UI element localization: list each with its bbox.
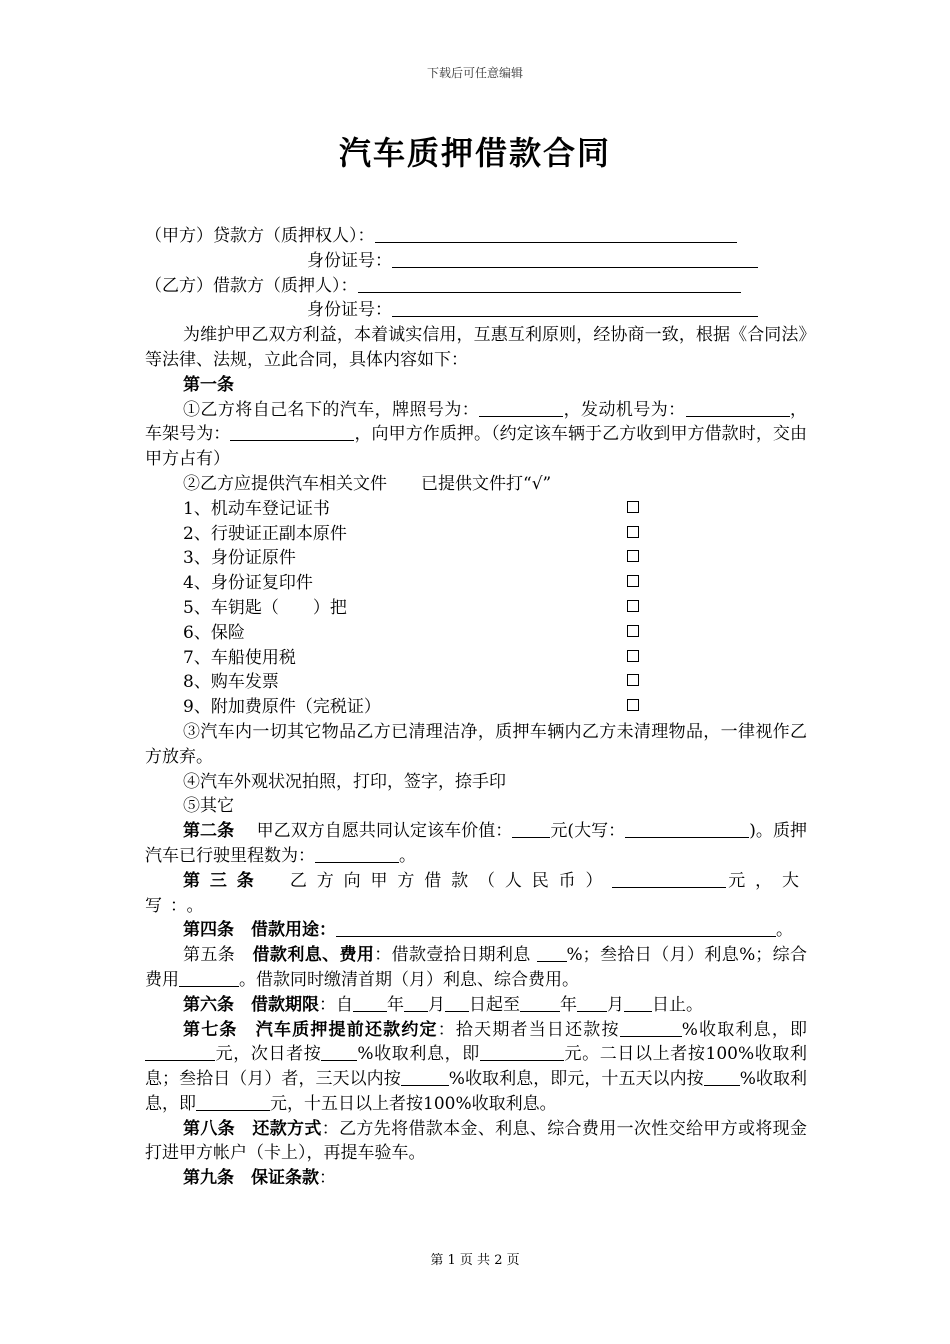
article-1-para-2: ②乙方应提供汽车相关文件 已提供文件打“√” [183,473,552,494]
article-2-heading: 第二条 [183,821,235,842]
article-1-para-1 [145,398,807,472]
document-item [145,646,807,671]
checkbox[interactable] [627,550,639,562]
start-year-blank [353,994,387,1012]
document-item-label: 4、身份证复印件 [183,573,313,594]
document-title: 汽车质押借款合同 [338,134,611,172]
checkbox[interactable] [627,674,639,686]
plate-number-blank [479,399,563,417]
document-item [145,621,807,646]
art3-text-a: 乙方向甲方借款（人民币） [289,870,613,891]
checkbox[interactable] [627,575,639,587]
article-5 [145,943,807,993]
lender-id-label: 身份证号： [307,250,392,271]
start-month-blank [404,994,428,1012]
article-7 [145,1018,807,1117]
borrower-id-line [145,298,807,323]
document-item-label: 3、身份证原件 [183,548,296,569]
art2-text-d: 。 [399,845,416,866]
lender-id-line [145,249,807,274]
art7-text-h: %收取利息，即 [145,1069,808,1114]
mileage-blank [315,845,399,863]
borrower-line [145,274,807,299]
article-4 [145,918,807,943]
art7-text-e: 元。二日以上者按100%收取利息；叁拾日（月）者，三天以内按 [145,1044,807,1090]
amount-blank-1 [145,1043,215,1061]
article-1-para-4: ④汽车外观状况拍照，打印，签字，捺手印 [183,771,506,792]
article-1-para-3: ③汽车内一切其它物品乙方已清理洁净，质押车辆内乙方未清理物品，一律视作乙方放弃。 [145,721,807,767]
art2-text-b: 元(大写： [550,821,626,842]
lender-line [145,224,807,249]
art7-text-a: ：拾天期者当日还款按 [437,1019,620,1040]
vehicle-value-blank [512,820,550,838]
checkbox[interactable] [627,625,639,637]
art7-text-b: %收取利息，即 [681,1019,808,1040]
article-3 [145,869,807,919]
article-9-text: ： [319,1168,336,1189]
art1-p1-text-a: ①乙方将自己名下的汽车，牌照号为： [183,399,480,420]
article-8-text: ：乙方先将借款本金、利息、综合费用一次性交给甲方或将现金打进甲方帐户（卡上），再提车验车。 [145,1118,808,1164]
article-1-heading: 第一条 [183,374,234,395]
document-item-label: 5、车钥匙（ ）把 [183,597,347,618]
document-item-label: 8、购车发票 [183,672,279,693]
frame-number-blank [230,423,354,441]
art7-text-c: 元，次日者按 [215,1044,322,1065]
rate-blank-3 [401,1068,449,1086]
rate-blank-1 [620,1019,682,1037]
preamble: 为维护甲乙双方利益，本着诚实信用，互惠互利原则，经协商一致，根据《合同法》等法律、法规，立此合同，具体内容如下： [145,325,807,370]
article-8-heading: 第八条 还款方式 [183,1118,322,1139]
loan-amount-blank [612,870,726,888]
art2-text-c: )。质押汽车已行驶里程数为： [145,821,808,866]
checkbox[interactable] [627,699,639,711]
engine-number-blank [686,399,790,417]
art5-text-a: ：借款壹拾日期利息 [374,945,531,966]
document-item [145,522,807,547]
lender-label: （甲方）贷款方（质押权人）： [145,226,375,246]
art1-p1-text-c: ，车架号为： [145,399,808,445]
lender-id-blank [392,250,758,268]
checkbox[interactable] [627,600,639,612]
art2-text-a: 甲乙双方自愿共同认定该车价值： [256,821,513,842]
document-item [145,695,807,720]
loan-purpose-blank [336,919,776,937]
art4-end: 。 [776,920,793,941]
document-item-label: 2、行驶证正副本原件 [183,523,347,544]
article-2 [145,819,807,869]
document-item [145,497,807,522]
article-7-heading: 第七条 汽车质押提前还款约定 [183,1019,438,1040]
art6-text-g: 日止。 [652,994,703,1015]
borrower-id-label: 身份证号： [307,300,392,321]
article-5-title: 借款利息、费用 [252,945,375,966]
ten-day-interest-blank [537,944,567,962]
article-9 [145,1166,807,1191]
art6-text-e: 年 [560,994,577,1015]
checkbox[interactable] [627,650,639,662]
borrower-name-blank [358,275,741,293]
article-5-heading: 第五条 [183,945,236,966]
art7-text-d: %收取利息，即 [357,1044,480,1065]
document-item [145,596,807,621]
fee-blank [179,969,239,987]
borrower-id-blank [392,299,758,317]
art3-text-b: 元，大写： [145,870,808,916]
amount-blank-2 [480,1043,564,1061]
lender-name-blank [375,225,737,243]
article-8 [145,1117,807,1167]
art6-text-b: 年 [387,994,404,1015]
art3-text-c: 。 [186,895,204,916]
art5-text-c: %；综合费用 [145,945,808,990]
document-item-label: 1、机动车登记证书 [183,498,330,519]
art7-text-i: 元，十五日以上者按100%收取利息。 [270,1093,557,1114]
amount-blank-4 [196,1093,270,1111]
end-year-blank [520,994,560,1012]
document-item-label: 6、保险 [183,622,245,643]
page-header-note: 下载后可任意编辑 [426,66,523,80]
article-4-heading: 第四条 借款用途： [183,920,336,941]
article-6 [145,993,807,1018]
art6-text-d: 日起至 [469,994,520,1015]
art5-text-d: 。借款同时缴清首期（月）利息、综合费用。 [239,969,579,990]
rate-blank-2 [321,1043,357,1061]
art7-text-g: 元，十五天以内按 [567,1069,704,1090]
art6-text-a: ：自 [319,994,353,1015]
document-item-label: 7、车船使用税 [183,647,296,668]
document-item [145,571,807,596]
article-9-heading: 第九条 保证条款 [183,1168,319,1189]
page-footer: 第 1 页 共 2 页 [430,1253,520,1268]
end-day-blank [624,994,652,1012]
end-month-blank [577,994,607,1012]
article-3-heading: 第三条 [183,870,264,891]
document-item [145,670,807,695]
rate-blank-4 [704,1068,740,1086]
document-item-label: 9、附加费原件（完税证） [183,697,381,718]
art5-text-b: %；叁拾日（月）利息 [566,945,740,966]
art6-text-c: 月 [428,994,445,1015]
article-6-heading: 第六条 借款期限 [183,994,319,1015]
article-1-para-5: ⑤其它 [183,796,234,817]
contract-body [145,224,807,1191]
start-day-blank [445,994,469,1012]
art6-text-f: 月 [607,994,624,1015]
art1-p1-text-d: ，向甲方作质押。（约定该车辆于乙方收到甲方借款时，交由甲方占有） [145,424,807,470]
checkbox[interactable] [627,526,639,538]
art7-text-f: %收取利息，即 [448,1069,568,1090]
document-item [145,546,807,571]
borrower-label: （乙方）借款方（质押人）： [145,275,358,296]
value-in-words-blank [625,820,749,838]
checkbox[interactable] [627,501,639,513]
art1-p1-text-b: ，发动机号为： [563,399,686,420]
